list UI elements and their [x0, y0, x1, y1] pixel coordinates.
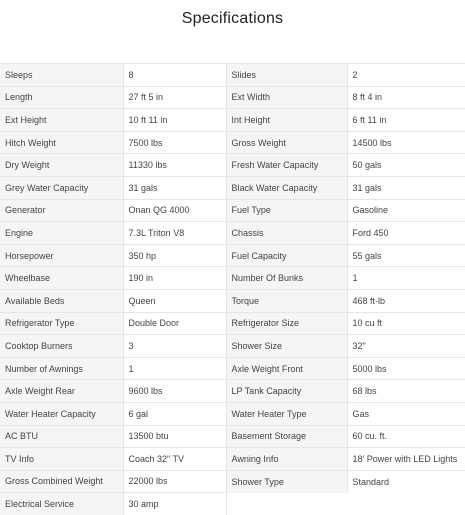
spec-label: Basement Storage	[226, 425, 347, 448]
spec-label: Available Beds	[0, 289, 123, 312]
spec-label: Generator	[0, 199, 123, 222]
spec-label: AC BTU	[0, 425, 123, 448]
table-row	[0, 380, 465, 403]
spec-value: 31 gals	[123, 176, 226, 199]
spec-label: Dry Weight	[0, 154, 123, 177]
spec-value: 13500 btu	[123, 425, 226, 448]
spec-value: 10 ft 11 in	[123, 109, 226, 132]
table-row	[0, 199, 465, 222]
spec-label: Shower Type	[226, 470, 347, 493]
spec-label: Fuel Type	[226, 199, 347, 222]
spec-label: Refrigerator Type	[0, 312, 123, 335]
spec-label: Number Of Bunks	[226, 267, 347, 290]
spec-value: 6 gal	[123, 402, 226, 425]
spec-label: LP Tank Capacity	[226, 380, 347, 403]
spec-label: Ext Height	[0, 109, 123, 132]
table-row	[0, 267, 465, 290]
spec-value: Standard	[347, 470, 465, 493]
spec-value: 7.3L Triton V8	[123, 222, 226, 245]
spec-label: Grey Water Capacity	[0, 176, 123, 199]
table-row	[0, 335, 465, 358]
spec-label: Axle Weight Rear	[0, 380, 123, 403]
spec-value: 22000 lbs	[123, 470, 226, 493]
spec-value: 18' Power with LED Lights	[347, 448, 465, 471]
spec-label: Fuel Capacity	[226, 244, 347, 267]
spec-value: 2	[347, 64, 465, 87]
spec-label: Length	[0, 86, 123, 109]
spec-value: 31 gals	[347, 176, 465, 199]
table-row	[0, 86, 465, 109]
specifications-table-body	[0, 64, 465, 515]
spec-value: Ford 450	[347, 222, 465, 245]
spec-label: Refrigerator Size	[226, 312, 347, 335]
spec-value: 1	[123, 357, 226, 380]
table-row	[0, 470, 465, 493]
table-row	[0, 109, 465, 132]
table-row	[0, 425, 465, 448]
table-row	[0, 176, 465, 199]
spec-label: Water Heater Type	[226, 402, 347, 425]
spec-label: Fresh Water Capacity	[226, 154, 347, 177]
spec-label: Shower Size	[226, 335, 347, 358]
spec-label: Electrical Service	[0, 493, 123, 515]
spec-value: Gas	[347, 402, 465, 425]
spec-value: 55 gals	[347, 244, 465, 267]
spec-label: Number of Awnings	[0, 357, 123, 380]
table-row	[0, 154, 465, 177]
spec-value: 68 lbs	[347, 380, 465, 403]
spec-label: Ext Width	[226, 86, 347, 109]
spec-label: Engine	[0, 222, 123, 245]
table-row	[0, 289, 465, 312]
spec-value: Queen	[123, 289, 226, 312]
spec-label: TV Info	[0, 448, 123, 471]
spec-value: 7500 lbs	[123, 131, 226, 154]
spec-value: 27 ft 5 in	[123, 86, 226, 109]
spec-value: Coach 32" TV	[123, 448, 226, 471]
table-row	[0, 64, 465, 87]
spec-label: Chassis	[226, 222, 347, 245]
spec-value: 32"	[347, 335, 465, 358]
spec-label: Torque	[226, 289, 347, 312]
spec-value: 5000 lbs	[347, 357, 465, 380]
table-row	[0, 222, 465, 245]
specifications-table	[0, 63, 465, 515]
spec-label: Cooktop Burners	[0, 335, 123, 358]
spec-value: 8	[123, 64, 226, 87]
spec-label: Axle Weight Front	[226, 357, 347, 380]
spec-value: 11330 lbs	[123, 154, 226, 177]
spec-label: Gross Weight	[226, 131, 347, 154]
table-row	[0, 402, 465, 425]
spec-value: 9600 lbs	[123, 380, 226, 403]
spec-value: 50 gals	[347, 154, 465, 177]
spec-label: Gross Combined Weight	[0, 470, 123, 493]
spec-label: Sleeps	[0, 64, 123, 87]
table-row	[0, 244, 465, 267]
spec-value: 6 ft 11 in	[347, 109, 465, 132]
table-row	[0, 448, 465, 471]
spec-label: Horsepower	[0, 244, 123, 267]
spec-label: Wheelbase	[0, 267, 123, 290]
spec-value: 14500 lbs	[347, 131, 465, 154]
page-title: Specifications	[181, 10, 284, 27]
table-row	[0, 131, 465, 154]
spec-value: 60 cu. ft.	[347, 425, 465, 448]
spec-value: 10 cu ft	[347, 312, 465, 335]
spec-label: Awning Info	[226, 448, 347, 471]
spec-value: 350 hp	[123, 244, 226, 267]
spec-label: Slides	[226, 64, 347, 87]
spec-label: Water Heater Capacity	[0, 402, 123, 425]
specifications-table-wrapper	[0, 63, 465, 515]
spec-value: Onan QG 4000	[123, 199, 226, 222]
spec-label: Hitch Weight	[0, 131, 123, 154]
spec-label: Int Height	[226, 109, 347, 132]
table-row	[0, 312, 465, 335]
spec-label: Black Water Capacity	[226, 176, 347, 199]
spec-value: Double Door	[123, 312, 226, 335]
spec-value: Gasoline	[347, 199, 465, 222]
table-row	[0, 357, 465, 380]
spec-value: 190 in	[123, 267, 226, 290]
spec-value: 30 amp	[123, 493, 226, 515]
header	[0, 0, 465, 40]
spec-value: 1	[347, 267, 465, 290]
spec-value: 468 ft-lb	[347, 289, 465, 312]
spec-value: 8 ft 4 in	[347, 86, 465, 109]
spec-value: 3	[123, 335, 226, 358]
